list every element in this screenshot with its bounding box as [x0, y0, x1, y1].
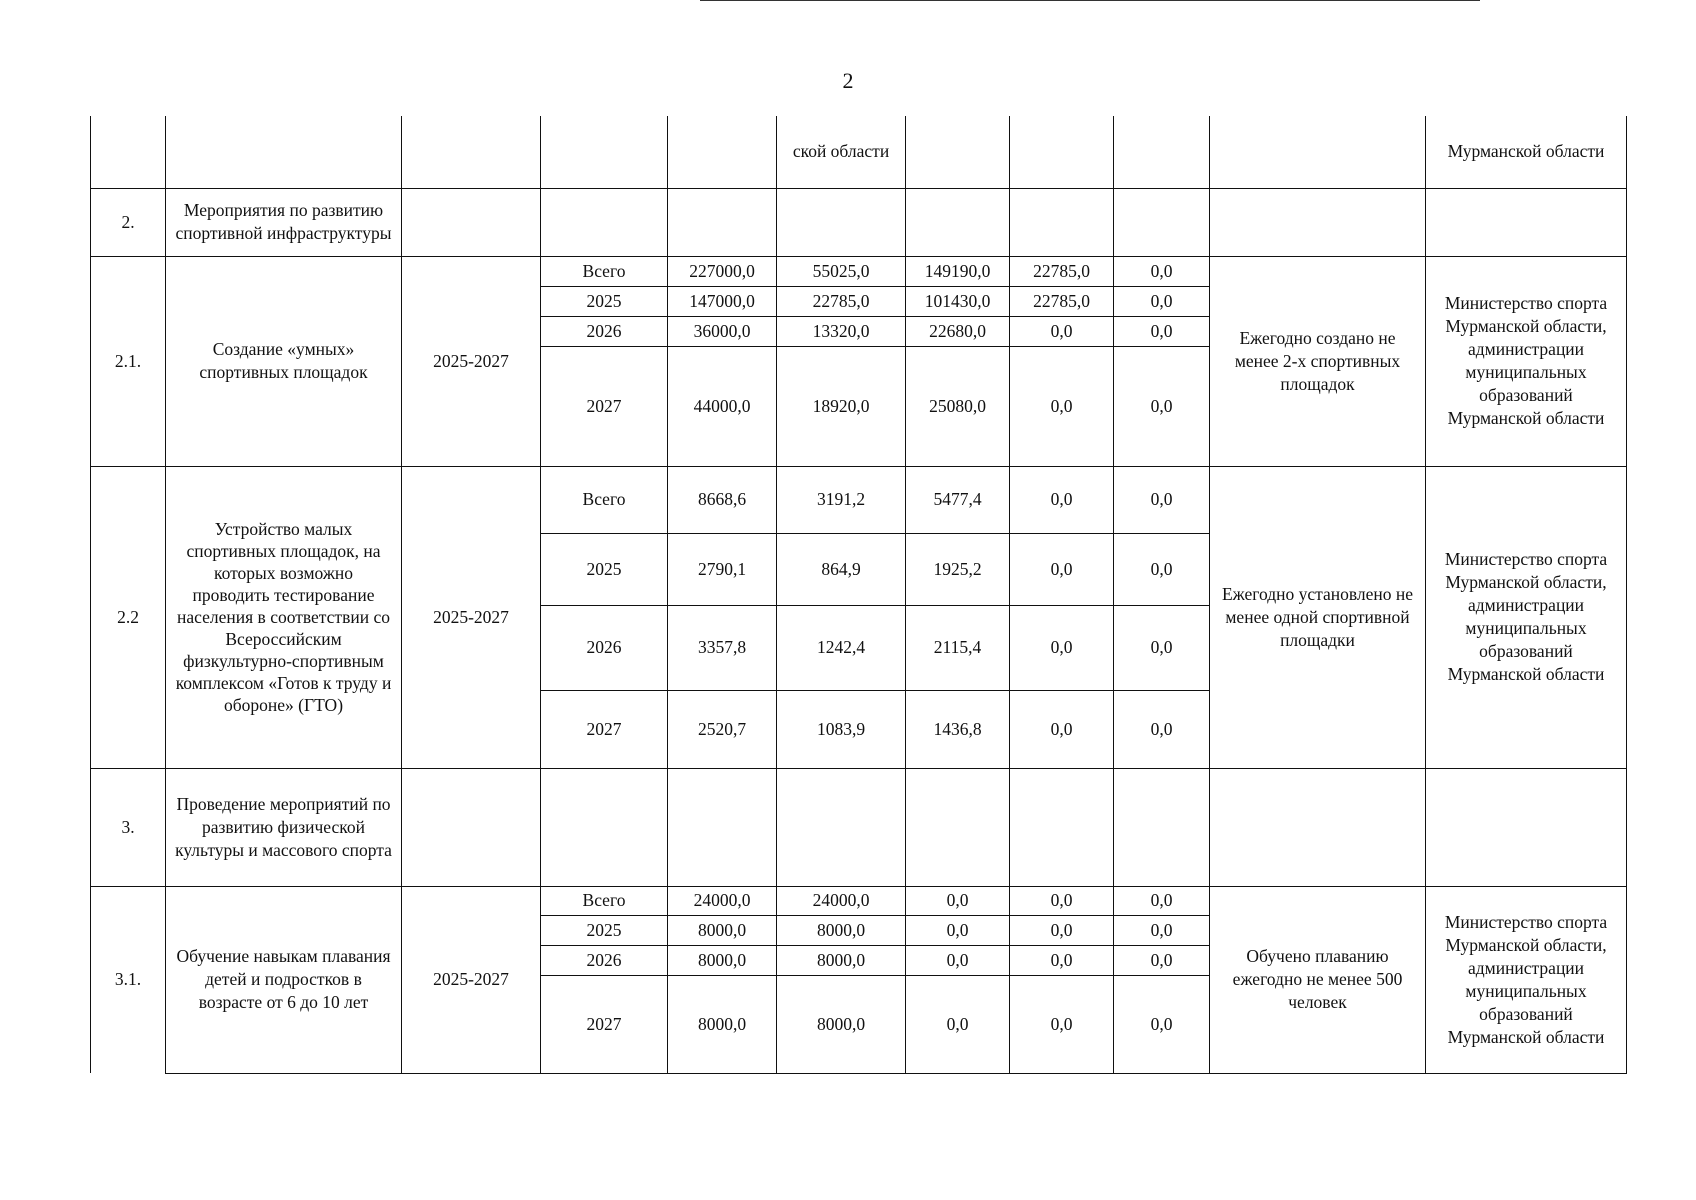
year-cell: Всего	[541, 886, 668, 915]
section-row	[91, 768, 1627, 886]
regional-cell: 864,9	[777, 533, 906, 605]
item-result: Ежегодно создано не менее 2-х спортивных площадок	[1210, 256, 1426, 466]
federal-cell: 0,0	[906, 975, 1010, 1073]
total-cell: 8668,6	[668, 466, 777, 533]
item-name: Устройство малых спортивных площадок, на которых возможно проводить тестирование населения в соответствии со Всероссийским физкультурно-спортивным комплексом «Готов к труду и обороне» (ГТО)	[166, 466, 402, 768]
total-cell: 8000,0	[668, 915, 777, 945]
total-cell: 44000,0	[668, 346, 777, 466]
regional-cell: 1083,9	[777, 690, 906, 768]
executor-fragment: Мурманской области	[1426, 116, 1627, 188]
regional-cell: 1242,4	[777, 605, 906, 690]
municipal-cell: 0,0	[1010, 915, 1114, 945]
federal-cell: 22680,0	[906, 316, 1010, 346]
section-row	[91, 188, 1627, 256]
section-number: 3.	[91, 768, 166, 886]
other-cell: 0,0	[1114, 945, 1210, 975]
federal-cell: 149190,0	[906, 256, 1010, 286]
item-period: 2025-2027	[402, 466, 541, 768]
year-cell: Всего	[541, 256, 668, 286]
item-executor: Министерство спорта Мурманской области, администрации муниципальных образований Мурманской области	[1426, 886, 1627, 1073]
other-cell: 0,0	[1114, 690, 1210, 768]
total-cell: 8000,0	[668, 945, 777, 975]
table-row	[91, 886, 1627, 915]
other-cell: 0,0	[1114, 256, 1210, 286]
section-number: 2.	[91, 188, 166, 256]
top-rule	[700, 0, 1480, 1]
regional-cell: 13320,0	[777, 316, 906, 346]
regional-cell: 22785,0	[777, 286, 906, 316]
source-fragment: ской области	[777, 116, 906, 188]
federal-cell: 5477,4	[906, 466, 1010, 533]
federal-cell: 25080,0	[906, 346, 1010, 466]
other-cell: 0,0	[1114, 915, 1210, 945]
other-cell: 0,0	[1114, 605, 1210, 690]
year-cell: 2027	[541, 975, 668, 1073]
municipal-cell: 0,0	[1010, 690, 1114, 768]
item-result: Обучено плаванию ежегодно не менее 500 человек	[1210, 886, 1426, 1073]
regional-cell: 3191,2	[777, 466, 906, 533]
municipal-cell: 0,0	[1010, 975, 1114, 1073]
regional-cell: 55025,0	[777, 256, 906, 286]
year-cell: 2025	[541, 533, 668, 605]
item-number: 2.1.	[91, 256, 166, 466]
federal-cell: 0,0	[906, 915, 1010, 945]
item-period: 2025-2027	[402, 256, 541, 466]
other-cell: 0,0	[1114, 286, 1210, 316]
item-executor: Министерство спорта Мурманской области, администрации муниципальных образований Мурманской области	[1426, 466, 1627, 768]
page-number: 2	[842, 68, 854, 93]
municipal-cell: 0,0	[1010, 886, 1114, 915]
section-title: Мероприятия по развитию спортивной инфраструктуры	[166, 188, 402, 256]
other-cell: 0,0	[1114, 346, 1210, 466]
item-number: 3.1.	[91, 886, 166, 1073]
year-cell: 2027	[541, 690, 668, 768]
other-cell: 0,0	[1114, 466, 1210, 533]
regional-cell: 24000,0	[777, 886, 906, 915]
other-cell: 0,0	[1114, 316, 1210, 346]
continuation-row	[91, 116, 1627, 188]
total-cell: 8000,0	[668, 975, 777, 1073]
total-cell: 227000,0	[668, 256, 777, 286]
municipal-cell: 22785,0	[1010, 256, 1114, 286]
federal-cell: 2115,4	[906, 605, 1010, 690]
federal-cell: 1436,8	[906, 690, 1010, 768]
item-result: Ежегодно установлено не менее одной спортивной площадки	[1210, 466, 1426, 768]
federal-cell: 1925,2	[906, 533, 1010, 605]
item-name: Создание «умных» спортивных площадок	[166, 256, 402, 466]
program-table	[90, 116, 1627, 1074]
item-executor: Министерство спорта Мурманской области, администрации муниципальных образований Мурманской области	[1426, 256, 1627, 466]
other-cell: 0,0	[1114, 886, 1210, 915]
section-title: Проведение мероприятий по развитию физической культуры и массового спорта	[166, 768, 402, 886]
other-cell: 0,0	[1114, 533, 1210, 605]
federal-cell: 0,0	[906, 945, 1010, 975]
total-cell: 24000,0	[668, 886, 777, 915]
other-cell: 0,0	[1114, 975, 1210, 1073]
regional-cell: 18920,0	[777, 346, 906, 466]
municipal-cell: 0,0	[1010, 466, 1114, 533]
municipal-cell: 0,0	[1010, 346, 1114, 466]
municipal-cell: 0,0	[1010, 945, 1114, 975]
regional-cell: 8000,0	[777, 915, 906, 945]
year-cell: 2025	[541, 915, 668, 945]
total-cell: 36000,0	[668, 316, 777, 346]
federal-cell: 101430,0	[906, 286, 1010, 316]
year-cell: Всего	[541, 466, 668, 533]
year-cell: 2026	[541, 605, 668, 690]
year-cell: 2025	[541, 286, 668, 316]
year-cell: 2026	[541, 945, 668, 975]
total-cell: 2520,7	[668, 690, 777, 768]
municipal-cell: 0,0	[1010, 316, 1114, 346]
regional-cell: 8000,0	[777, 945, 906, 975]
total-cell: 3357,8	[668, 605, 777, 690]
item-name: Обучение навыкам плавания детей и подростков в возрасте от 6 до 10 лет	[166, 886, 402, 1073]
year-cell: 2027	[541, 346, 668, 466]
municipal-cell: 0,0	[1010, 533, 1114, 605]
federal-cell: 0,0	[906, 886, 1010, 915]
total-cell: 2790,1	[668, 533, 777, 605]
item-period: 2025-2027	[402, 886, 541, 1073]
table-row	[91, 466, 1627, 533]
total-cell: 147000,0	[668, 286, 777, 316]
municipal-cell: 0,0	[1010, 605, 1114, 690]
year-cell: 2026	[541, 316, 668, 346]
item-number: 2.2	[91, 466, 166, 768]
regional-cell: 8000,0	[777, 975, 906, 1073]
municipal-cell: 22785,0	[1010, 286, 1114, 316]
table-row	[91, 256, 1627, 286]
